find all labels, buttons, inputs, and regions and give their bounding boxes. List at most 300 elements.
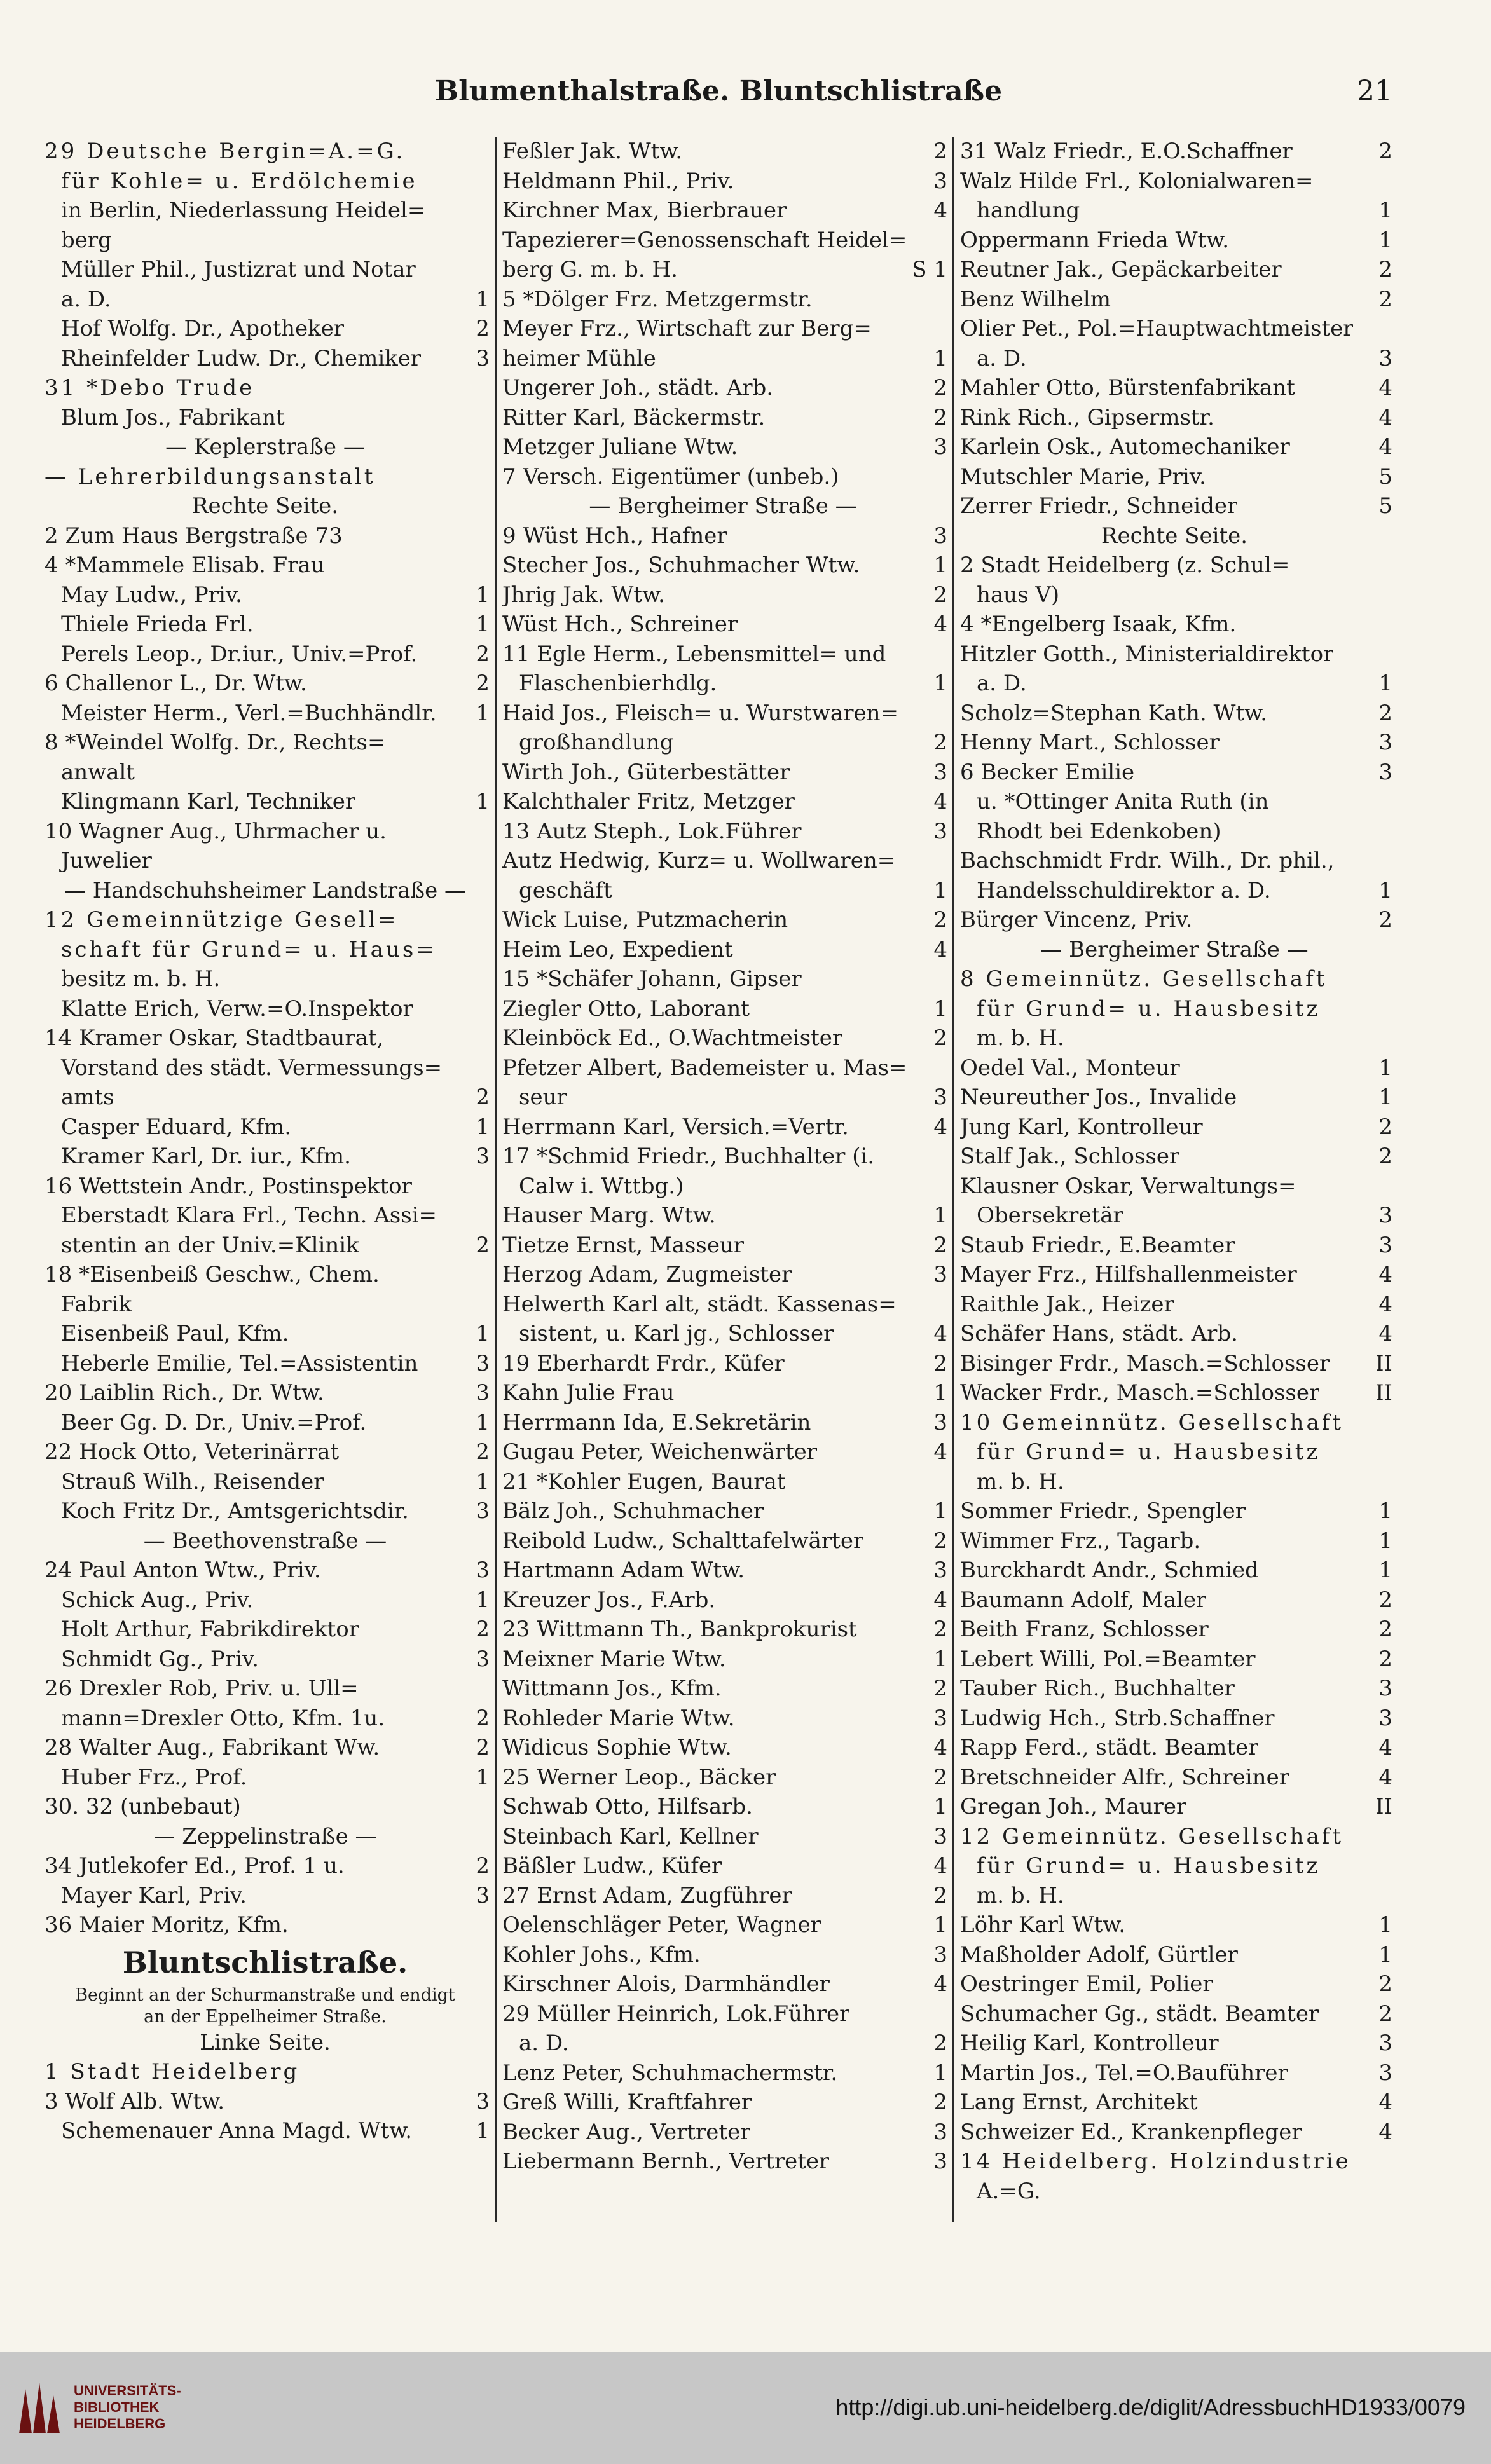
entry-floor: II — [1375, 1794, 1392, 1819]
entry-floor: 2 — [476, 671, 490, 696]
entry-text: Liebermann Bernh., Vertreter — [502, 2149, 830, 2174]
entry-text: 11 Egle Herm., Lebensmittel= und — [502, 641, 886, 667]
directory-entry — [502, 226, 947, 256]
entry-floor: 3 — [933, 818, 947, 844]
entry-text: Herrmann Karl, Versich.=Vertr. — [502, 1114, 849, 1140]
directory-entry — [960, 551, 1392, 580]
entry-text: 31 *Debo Trude — [45, 375, 255, 400]
directory-entry — [45, 1792, 490, 1822]
entry-text: Meixner Marie Wtw. — [502, 1646, 726, 1672]
entry-floor: 4 — [933, 1439, 947, 1465]
directory-entry — [502, 1496, 947, 1526]
directory-entry — [502, 521, 947, 551]
entry-floor: 2 — [933, 2090, 947, 2115]
entry-text: Löhr Karl Wtw. — [960, 1912, 1126, 1938]
entry-text: Jung Karl, Kontrolleur — [960, 1114, 1203, 1140]
entry-floor: 2 — [476, 641, 490, 667]
entry-floor: 2 — [933, 907, 947, 933]
directory-entry — [45, 314, 490, 344]
directory-entry — [45, 994, 490, 1024]
entry-text: Oppermann Frieda Wtw. — [960, 227, 1230, 253]
entry-floor: 3 — [476, 1498, 490, 1524]
entry-text: Klatte Erich, Verw.=O.Inspektor — [61, 996, 413, 1022]
entry-text: Greß Willi, Kraftfahrer — [502, 2090, 752, 2115]
entry-text: 18 *Eisenbeiß Geschw., Chem. — [45, 1262, 380, 1287]
entry-floor: 1 — [476, 1587, 490, 1613]
directory-entry — [960, 1408, 1392, 1438]
entry-floor: 3 — [933, 2119, 947, 2145]
entry-floor: 2 — [1378, 1144, 1392, 1169]
entry-text: für Kohle= u. Erdölchemie — [61, 168, 418, 194]
directory-entry — [502, 1851, 947, 1881]
directory-entry — [45, 1985, 490, 2006]
entry-text: handlung — [977, 198, 1080, 223]
directory-entry — [45, 964, 490, 994]
entry-text: Henny Mart., Schlosser — [960, 730, 1220, 755]
entry-text: an der Eppelheimer Straße. — [144, 2006, 387, 2027]
entry-text: Neureuther Jos., Invalide — [960, 1085, 1237, 1110]
entry-text: Rohleder Marie Wtw. — [502, 1705, 735, 1731]
directory-entry — [960, 964, 1392, 994]
directory-entry — [502, 1704, 947, 1734]
directory-entry — [502, 432, 947, 462]
directory-entry — [960, 1231, 1392, 1261]
entry-floor: 2 — [933, 582, 947, 608]
entry-text: Rheinfelder Ludw. Dr., Chemiker — [61, 345, 422, 371]
entry-text: geschäft — [519, 877, 612, 903]
directory-entry — [502, 905, 947, 935]
directory-entry — [45, 1645, 490, 1674]
entry-text: Kirchner Max, Bierbrauer — [502, 198, 787, 223]
directory-entry — [502, 2058, 947, 2088]
entry-floor: 2 — [1378, 286, 1392, 312]
entry-floor: 1 — [476, 612, 490, 637]
directory-entry — [960, 344, 1392, 374]
entry-text: Stalf Jak., Schlosser — [960, 1144, 1180, 1169]
entry-text: Heldmann Phil., Priv. — [502, 168, 734, 194]
page-header — [45, 75, 1392, 120]
directory-entry — [45, 2028, 490, 2058]
entry-floor: 3 — [476, 2088, 490, 2114]
entry-text: Vorstand des städt. Vermessungs= — [61, 1055, 443, 1081]
directory-entry — [960, 167, 1392, 196]
directory-entry — [960, 994, 1392, 1024]
directory-entry — [960, 1704, 1392, 1734]
entry-text: 2 Stadt Heidelberg (z. Schul= — [960, 552, 1290, 578]
entry-text: Bretschneider Alfr., Schreiner — [960, 1764, 1289, 1790]
directory-entry — [960, 285, 1392, 315]
directory-entry — [45, 1881, 490, 1911]
directory-entry — [502, 758, 947, 788]
entry-text: Karlein Osk., Automechaniker — [960, 434, 1290, 460]
directory-entry — [45, 373, 490, 403]
entry-floor: 3 — [933, 168, 947, 194]
entry-floor: 3 — [1378, 730, 1392, 755]
directory-entry — [45, 669, 490, 699]
directory-entry — [960, 373, 1392, 403]
directory-entry — [45, 1083, 490, 1112]
entry-text: Wick Luise, Putzmacherin — [502, 907, 788, 933]
entry-text: Oelenschläger Peter, Wagner — [502, 1912, 821, 1938]
entry-floor: 3 — [933, 1557, 947, 1583]
entry-text: anwalt — [61, 759, 135, 785]
entry-text: — Handschuhsheimer Landstraße — — [64, 877, 467, 903]
entry-floor: 2 — [933, 1232, 947, 1258]
directory-entry — [960, 2029, 1392, 2058]
entry-text: Heberle Emilie, Tel.=Assistentin — [61, 1350, 418, 1376]
entry-text: Kohler Johs., Kfm. — [502, 1941, 701, 1968]
entry-text: 3 Wolf Alb. Wtw. — [45, 2088, 225, 2114]
directory-entry — [502, 373, 947, 403]
entry-floor: 3 — [1378, 2030, 1392, 2056]
directory-entry — [960, 462, 1392, 492]
directory-entry — [960, 1733, 1392, 1763]
directory-entry — [502, 1319, 947, 1349]
entry-floor: 1 — [933, 1203, 947, 1228]
source-url-link[interactable]: http://digi.ub.uni-heidelberg.de/diglit/AdressbuchHD1933/0079 — [835, 2394, 1466, 2420]
directory-entry — [502, 137, 947, 167]
entry-floor: 4 — [933, 1321, 947, 1346]
directory-entry — [45, 255, 490, 285]
entry-text: Kleinböck Ed., O.Wachtmeister — [502, 1025, 843, 1051]
directory-entry — [45, 1763, 490, 1793]
entry-text: Eberstadt Klara Frl., Techn. Assi= — [61, 1203, 437, 1228]
entry-text: Reutner Jak., Gepäckarbeiter — [960, 257, 1282, 282]
directory-entry — [960, 1585, 1392, 1615]
directory-entry — [502, 1585, 947, 1615]
entry-text: 19 Eberhardt Frdr., Küfer — [502, 1350, 785, 1376]
entry-floor: 2 — [1378, 1646, 1392, 1672]
entry-text: — Lehrerbildungsanstalt — [45, 463, 376, 489]
entry-text: Klingmann Karl, Techniker — [61, 789, 356, 814]
entry-floor: S 1 — [912, 257, 947, 282]
entry-text: Flaschenbierhdlg. — [519, 671, 717, 696]
entry-floor: 2 — [476, 1439, 490, 1465]
entry-floor: 3 — [933, 1705, 947, 1731]
directory-entry — [960, 1112, 1392, 1142]
entry-text: A.=G. — [977, 2178, 1041, 2204]
entry-floor: 1 — [476, 286, 490, 312]
entry-text: berg G. m. b. H. — [502, 257, 678, 282]
entry-text: Huber Frz., Prof. — [61, 1764, 247, 1790]
entry-text: 7 Versch. Eigentümer (unbeb.) — [502, 463, 839, 489]
entry-text: — Keplerstraße — — [165, 434, 365, 460]
directory-entry — [960, 1792, 1392, 1822]
column-divider — [495, 137, 497, 2222]
directory-entry — [502, 669, 947, 699]
directory-entry — [960, 2088, 1392, 2118]
directory-entry — [45, 758, 490, 788]
entry-text: für Grund= u. Hausbesitz — [977, 1439, 1321, 1465]
entry-floor: 2 — [1378, 907, 1392, 933]
entry-floor: 3 — [476, 1882, 490, 1908]
directory-entry — [45, 2116, 490, 2146]
entry-text: Strauß Wilh., Reisender — [61, 1468, 324, 1495]
entry-floor: 1 — [933, 345, 947, 371]
directory-entry — [960, 2177, 1392, 2207]
entry-floor: 3 — [933, 1085, 947, 1110]
entry-floor: 1 — [933, 877, 947, 903]
entry-text: schaft für Grund= u. Haus= — [61, 936, 437, 962]
directory-entry — [960, 255, 1392, 285]
directory-entry — [502, 551, 947, 580]
entry-text: Staub Friedr., E.Beamter — [960, 1232, 1235, 1258]
directory-entry — [45, 1822, 490, 1852]
entry-text: 26 Drexler Rob, Priv. u. Ull= — [45, 1676, 359, 1701]
entry-text: Oestringer Emil, Polier — [960, 1971, 1213, 1997]
entry-text: Koch Fritz Dr., Amtsgerichtsdir. — [61, 1498, 409, 1524]
entry-text: Hof Wolfg. Dr., Apotheker — [61, 316, 345, 341]
directory-entry — [960, 905, 1392, 935]
entry-text: in Berlin, Niederlassung Heidel= — [61, 198, 426, 223]
entry-floor: 1 — [933, 1498, 947, 1524]
directory-entry — [45, 462, 490, 492]
entry-text: Gugau Peter, Weichenwärter — [502, 1439, 817, 1465]
entry-text: Rechte Seite. — [191, 493, 339, 519]
directory-entry — [502, 2118, 947, 2147]
directory-entry — [960, 1083, 1392, 1112]
entry-floor: 3 — [476, 345, 490, 371]
entry-text: Helwerth Karl alt, städt. Kassenas= — [502, 1291, 897, 1317]
directory-entry — [960, 640, 1392, 669]
directory-entry — [960, 226, 1392, 256]
entry-floor: 1 — [933, 996, 947, 1022]
entry-floor: 2 — [1378, 1114, 1392, 1140]
entry-floor: 3 — [933, 434, 947, 460]
directory-entry — [960, 432, 1392, 462]
directory-entry — [960, 1496, 1392, 1526]
directory-entry — [960, 521, 1392, 551]
entry-floor: 1 — [1378, 1941, 1392, 1968]
entry-text: a. D. — [519, 2030, 569, 2056]
entry-text: Oedel Val., Monteur — [960, 1055, 1180, 1081]
directory-entry — [45, 1408, 490, 1438]
entry-floor: 2 — [476, 1705, 490, 1731]
entry-text: Baumann Adolf, Maler — [960, 1587, 1207, 1613]
entry-text: Linke Seite. — [200, 2029, 331, 2055]
entry-text: Ludwig Hch., Strb.Schaffner — [960, 1705, 1275, 1731]
entry-floor: 1 — [476, 1114, 490, 1140]
entry-text: Pfetzer Albert, Bademeister u. Mas= — [502, 1055, 907, 1081]
directory-entry — [502, 1467, 947, 1497]
directory-entry — [960, 935, 1392, 965]
entry-floor: 2 — [1378, 257, 1392, 282]
entry-text: 4 *Engelberg Isaak, Kfm. — [960, 612, 1237, 637]
directory-entry — [502, 1556, 947, 1585]
entry-floor: 2 — [1378, 2001, 1392, 2027]
entry-floor: 1 — [933, 2060, 947, 2086]
entry-text: 31 Walz Friedr., E.O.Schaffner — [960, 139, 1293, 164]
entry-text: Beginnt an der Schurmanstraße und endigt — [75, 1985, 455, 2005]
column-middle — [502, 137, 947, 2177]
entry-text: Walz Hilde Frl., Kolonialwaren= — [960, 168, 1314, 194]
entry-text: 9 Wüst Hch., Hafner — [502, 523, 727, 549]
entry-text: Autz Hedwig, Kurz= u. Wollwaren= — [502, 848, 896, 873]
entry-text: a. D. — [977, 345, 1027, 371]
directory-entry — [960, 1645, 1392, 1674]
entry-floor: 4 — [1378, 1735, 1392, 1760]
directory-entry — [45, 2087, 490, 2117]
directory-entry — [960, 2147, 1392, 2177]
directory-entry — [502, 1822, 947, 1852]
directory-entry — [45, 1319, 490, 1349]
library-name-line: HEIDELBERG — [74, 2416, 166, 2432]
entry-floor: 3 — [476, 1380, 490, 1406]
directory-entry — [502, 1349, 947, 1379]
entry-text: berg — [61, 227, 112, 253]
entry-text: Jhrig Jak. Wtw. — [502, 582, 665, 608]
entry-text: für Grund= u. Hausbesitz — [977, 996, 1321, 1022]
directory-entry — [502, 2147, 947, 2177]
entry-floor: 1 — [1378, 1498, 1392, 1524]
directory-entry — [502, 1733, 947, 1763]
entry-text: Rhodt bei Edenkoben) — [977, 818, 1221, 844]
directory-entry — [45, 137, 490, 167]
entry-floor: 2 — [1378, 1617, 1392, 1642]
directory-entry — [502, 1378, 947, 1408]
entry-floor: 4 — [933, 936, 947, 962]
entry-floor: 4 — [933, 1971, 947, 1997]
directory-entry — [45, 521, 490, 551]
directory-entry — [45, 905, 490, 935]
entry-text: — Beethovenstraße — — [143, 1528, 387, 1554]
directory-entry — [502, 196, 947, 226]
entry-floor: 3 — [476, 1557, 490, 1583]
directory-entry — [960, 787, 1392, 817]
entry-floor: 4 — [1378, 1262, 1392, 1287]
entry-text: Holt Arthur, Fabrikdirektor — [61, 1617, 359, 1642]
directory-entry — [45, 1201, 490, 1231]
entry-floor: 3 — [1378, 1705, 1392, 1731]
entry-floor: 3 — [476, 1144, 490, 1169]
entry-text: Schäfer Hans, städt. Arb. — [960, 1321, 1238, 1346]
entry-floor: 2 — [933, 1882, 947, 1908]
entry-text: m. b. H. — [977, 1882, 1064, 1908]
directory-entry — [502, 1408, 947, 1438]
directory-entry — [45, 1733, 490, 1763]
directory-entry — [960, 1881, 1392, 1911]
entry-floor: 2 — [476, 1853, 490, 1879]
entry-text: Herrmann Ida, E.Sekretärin — [502, 1409, 811, 1435]
entry-text: Schweizer Ed., Krankenpfleger — [960, 2119, 1302, 2145]
directory-entry — [45, 1556, 490, 1585]
directory-entry — [45, 787, 490, 817]
entry-text: Wittmann Jos., Kfm. — [502, 1676, 722, 1701]
entry-text: Bachschmidt Frdr. Wilh., Dr. phil., — [960, 848, 1335, 873]
directory-entry — [45, 196, 490, 226]
directory-entry — [960, 669, 1392, 699]
entry-text: Schick Aug., Priv. — [61, 1587, 254, 1613]
directory-entry — [502, 699, 947, 729]
entry-text: Juwelier — [61, 848, 152, 873]
entry-text: 16 Wettstein Andr., Postinspektor — [45, 1173, 412, 1199]
directory-entry — [502, 403, 947, 433]
entry-floor: 4 — [933, 1587, 947, 1613]
entry-text: Stecher Jos., Schuhmacher Wtw. — [502, 552, 860, 578]
directory-entry — [502, 580, 947, 610]
entry-text: 24 Paul Anton Wtw., Priv. — [45, 1557, 321, 1583]
entry-text: Rink Rich., Gipsermstr. — [960, 404, 1214, 430]
directory-entry — [45, 491, 490, 521]
directory-entry — [502, 1290, 947, 1320]
entry-text: Mayer Frz., Hilfshallenmeister — [960, 1262, 1297, 1287]
entry-floor: 1 — [476, 2118, 490, 2144]
directory-entry — [502, 1881, 947, 1911]
entry-text: Reibold Ludw., Schalttafelwärter — [502, 1528, 864, 1554]
entry-text: Ungerer Joh., städt. Arb. — [502, 375, 774, 400]
directory-entry — [502, 1053, 947, 1083]
entry-text: Herzog Adam, Zugmeister — [502, 1262, 792, 1287]
entry-text: Olier Pet., Pol.=Hauptwachtmeister — [960, 316, 1354, 341]
library-name — [74, 2383, 181, 2432]
directory-entry — [960, 1763, 1392, 1793]
entry-floor: 1 — [933, 1912, 947, 1938]
entry-text: m. b. H. — [977, 1025, 1064, 1051]
entry-text: Blum Jos., Fabrikant — [61, 404, 285, 430]
directory-entry — [960, 1467, 1392, 1497]
entry-floor: 1 — [1378, 227, 1392, 253]
entry-text: 28 Walter Aug., Fabrikant Ww. — [45, 1735, 380, 1760]
directory-entry — [960, 876, 1392, 906]
entry-text: 12 Gemeinnützige Gesell= — [45, 907, 399, 933]
entry-text: Bluntschlistraße. — [122, 1945, 408, 1980]
entry-text: a. D. — [61, 286, 111, 312]
entry-floor: 4 — [1378, 1764, 1392, 1790]
directory-entry — [960, 314, 1392, 344]
entry-floor: 2 — [933, 375, 947, 400]
entry-text: Becker Aug., Vertreter — [502, 2119, 751, 2145]
library-name-line: BIBLIOTHEK — [74, 2399, 160, 2415]
entry-floor: 2 — [1378, 1587, 1392, 1613]
directory-entry — [45, 1496, 490, 1526]
entry-floor: 4 — [1378, 1291, 1392, 1317]
entry-text: Wirth Joh., Güterbestätter — [502, 759, 790, 785]
entry-text: Hitzler Gotth., Ministerialdirektor — [960, 641, 1334, 667]
entry-text: 29 Müller Heinrich, Lok.Führer — [502, 2001, 850, 2027]
entry-text: 8 *Weindel Wolfg. Dr., Rechts= — [45, 730, 386, 755]
directory-entry — [502, 2029, 947, 2058]
entry-text: 14 Kramer Oskar, Stadtbaurat, — [45, 1025, 384, 1051]
university-library-logo — [13, 2376, 64, 2440]
entry-text: sistent, u. Karl jg., Schlosser — [519, 1321, 834, 1346]
directory-entry — [502, 846, 947, 876]
directory-entry — [960, 1290, 1392, 1320]
entry-floor: 4 — [1378, 2090, 1392, 2115]
directory-entry — [502, 1201, 947, 1231]
directory-entry — [960, 1437, 1392, 1467]
entry-text: 12 Gemeinnütz. Gesellschaft — [960, 1823, 1343, 1849]
entry-floor: 1 — [476, 1409, 490, 1435]
directory-entry — [960, 1910, 1392, 1940]
entry-text: amts — [61, 1085, 114, 1110]
directory-entry — [960, 1023, 1392, 1053]
entry-floor: 1 — [476, 1764, 490, 1790]
entry-floor: 1 — [1378, 1528, 1392, 1554]
directory-entry — [502, 314, 947, 344]
entry-floor: 2 — [476, 316, 490, 341]
directory-entry — [502, 1437, 947, 1467]
entry-floor: 1 — [933, 552, 947, 578]
directory-entry — [502, 1112, 947, 1142]
entry-text: Ziegler Otto, Laborant — [502, 996, 750, 1022]
entry-floor: 1 — [476, 1321, 490, 1346]
directory-entry — [960, 1260, 1392, 1290]
entry-text: Tietze Ernst, Masseur — [502, 1232, 745, 1258]
directory-entry — [502, 1969, 947, 1999]
entry-text: Hauser Marg. Wtw. — [502, 1203, 716, 1228]
entry-text: stentin an der Univ.=Klinik — [61, 1232, 359, 1258]
entry-text: 6 Becker Emilie — [960, 759, 1135, 785]
